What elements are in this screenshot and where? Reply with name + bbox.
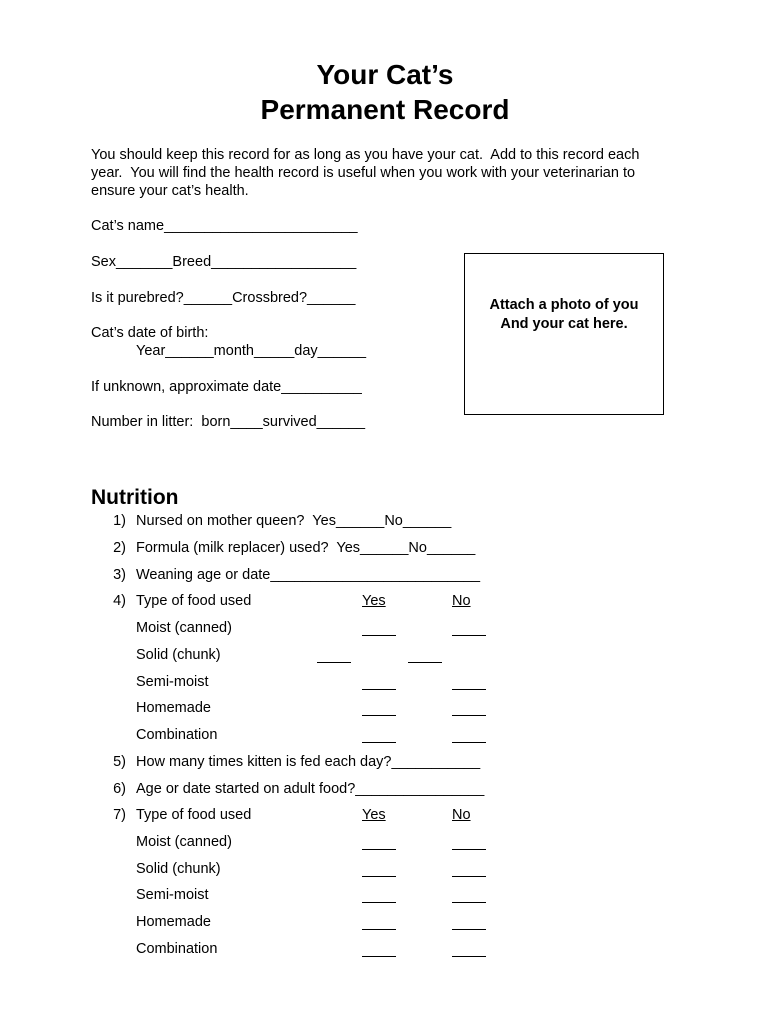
q7-semi-yes-blank[interactable] — [362, 889, 396, 903]
dob-label: Cat’s date of birth: — [91, 325, 209, 341]
q4-semi-no-blank[interactable] — [452, 676, 486, 690]
q7-food-homemade: Homemade — [136, 914, 211, 930]
q6-number: 6) — [113, 781, 126, 797]
q1-nursed-field[interactable]: Nursed on mother queen? Yes______No______ — [132, 513, 452, 529]
q4-no-header: No — [452, 593, 471, 609]
photo-box-line-1: Attach a photo of you — [489, 297, 639, 313]
q7-no-header: No — [452, 807, 471, 823]
q5-number: 5) — [113, 754, 126, 770]
q4-number: 4) — [113, 593, 126, 609]
photo-placeholder-box[interactable] — [464, 253, 664, 415]
q7-homemade-no-blank[interactable] — [452, 916, 486, 930]
q6-adult-food-field[interactable]: Age or date started on adult food?________________ — [136, 781, 485, 797]
q4-yes-header: Yes — [362, 593, 386, 609]
intro-line-3: ensure your cat’s health. — [91, 183, 249, 199]
approx-date-field[interactable]: If unknown, approximate date__________ — [91, 379, 362, 395]
q7-food-type-label: Type of food used — [136, 807, 252, 823]
q4-food-moist: Moist (canned) — [136, 620, 232, 636]
q7-food-solid: Solid (chunk) — [136, 861, 221, 877]
cats-name-field[interactable]: Cat’s name________________________ — [91, 218, 358, 234]
q4-semi-yes-blank[interactable] — [362, 676, 396, 690]
page-title-line-2: Permanent Record — [260, 94, 510, 125]
q3-weaning-field[interactable]: Weaning age or date__________________________ — [136, 567, 481, 583]
litter-field[interactable]: Number in litter: born____survived______ — [91, 414, 366, 430]
q7-homemade-yes-blank[interactable] — [362, 916, 396, 930]
page-title-line-1: Your Cat’s — [316, 59, 454, 90]
intro-line-2: year. You will find the health record is useful when you work with your veterinarian to — [91, 165, 636, 181]
q7-moist-yes-blank[interactable] — [362, 836, 396, 850]
q1-number: 1) — [113, 513, 126, 529]
q7-food-semi-moist: Semi-moist — [136, 887, 209, 903]
q7-solid-no-blank[interactable] — [452, 863, 486, 877]
q7-combination-yes-blank[interactable] — [362, 943, 396, 957]
q4-food-type-label: Type of food used — [136, 593, 252, 609]
photo-box-line-2: And your cat here. — [500, 316, 628, 332]
sex-breed-field[interactable]: Sex_______Breed__________________ — [91, 254, 357, 270]
q4-homemade-yes-blank[interactable] — [362, 702, 396, 716]
q4-solid-yes-blank[interactable] — [317, 649, 351, 663]
dob-field[interactable]: Year______month_____day______ — [136, 343, 367, 359]
q2-number: 2) — [113, 540, 126, 556]
q3-number: 3) — [113, 567, 126, 583]
q7-food-moist: Moist (canned) — [136, 834, 232, 850]
q2-formula-field[interactable]: Formula (milk replacer) used? Yes______No______ — [136, 540, 476, 556]
q4-solid-no-blank[interactable] — [408, 649, 442, 663]
q7-yes-header: Yes — [362, 807, 386, 823]
q7-number: 7) — [113, 807, 126, 823]
q4-food-combination: Combination — [136, 727, 218, 743]
photo-box-label — [465, 296, 663, 334]
q4-food-solid: Solid (chunk) — [136, 647, 221, 663]
q4-combination-no-blank[interactable] — [452, 729, 486, 743]
q7-solid-yes-blank[interactable] — [362, 863, 396, 877]
q7-food-combination: Combination — [136, 941, 218, 957]
intro-line-1: You should keep this record for as long as you have your cat. Add to this record each — [91, 147, 640, 163]
q4-homemade-no-blank[interactable] — [452, 702, 486, 716]
q4-moist-yes-blank[interactable] — [362, 622, 396, 636]
q4-moist-no-blank[interactable] — [452, 622, 486, 636]
purebred-field[interactable]: Is it purebred?______Crossbred?______ — [91, 290, 356, 306]
q5-feedings-field[interactable]: How many times kitten is fed each day?___________ — [136, 754, 481, 770]
q7-semi-no-blank[interactable] — [452, 889, 486, 903]
q7-moist-no-blank[interactable] — [452, 836, 486, 850]
nutrition-heading: Nutrition — [91, 486, 179, 509]
q4-combination-yes-blank[interactable] — [362, 729, 396, 743]
q4-food-homemade: Homemade — [136, 700, 211, 716]
q4-food-semi-moist: Semi-moist — [136, 674, 209, 690]
q7-combination-no-blank[interactable] — [452, 943, 486, 957]
